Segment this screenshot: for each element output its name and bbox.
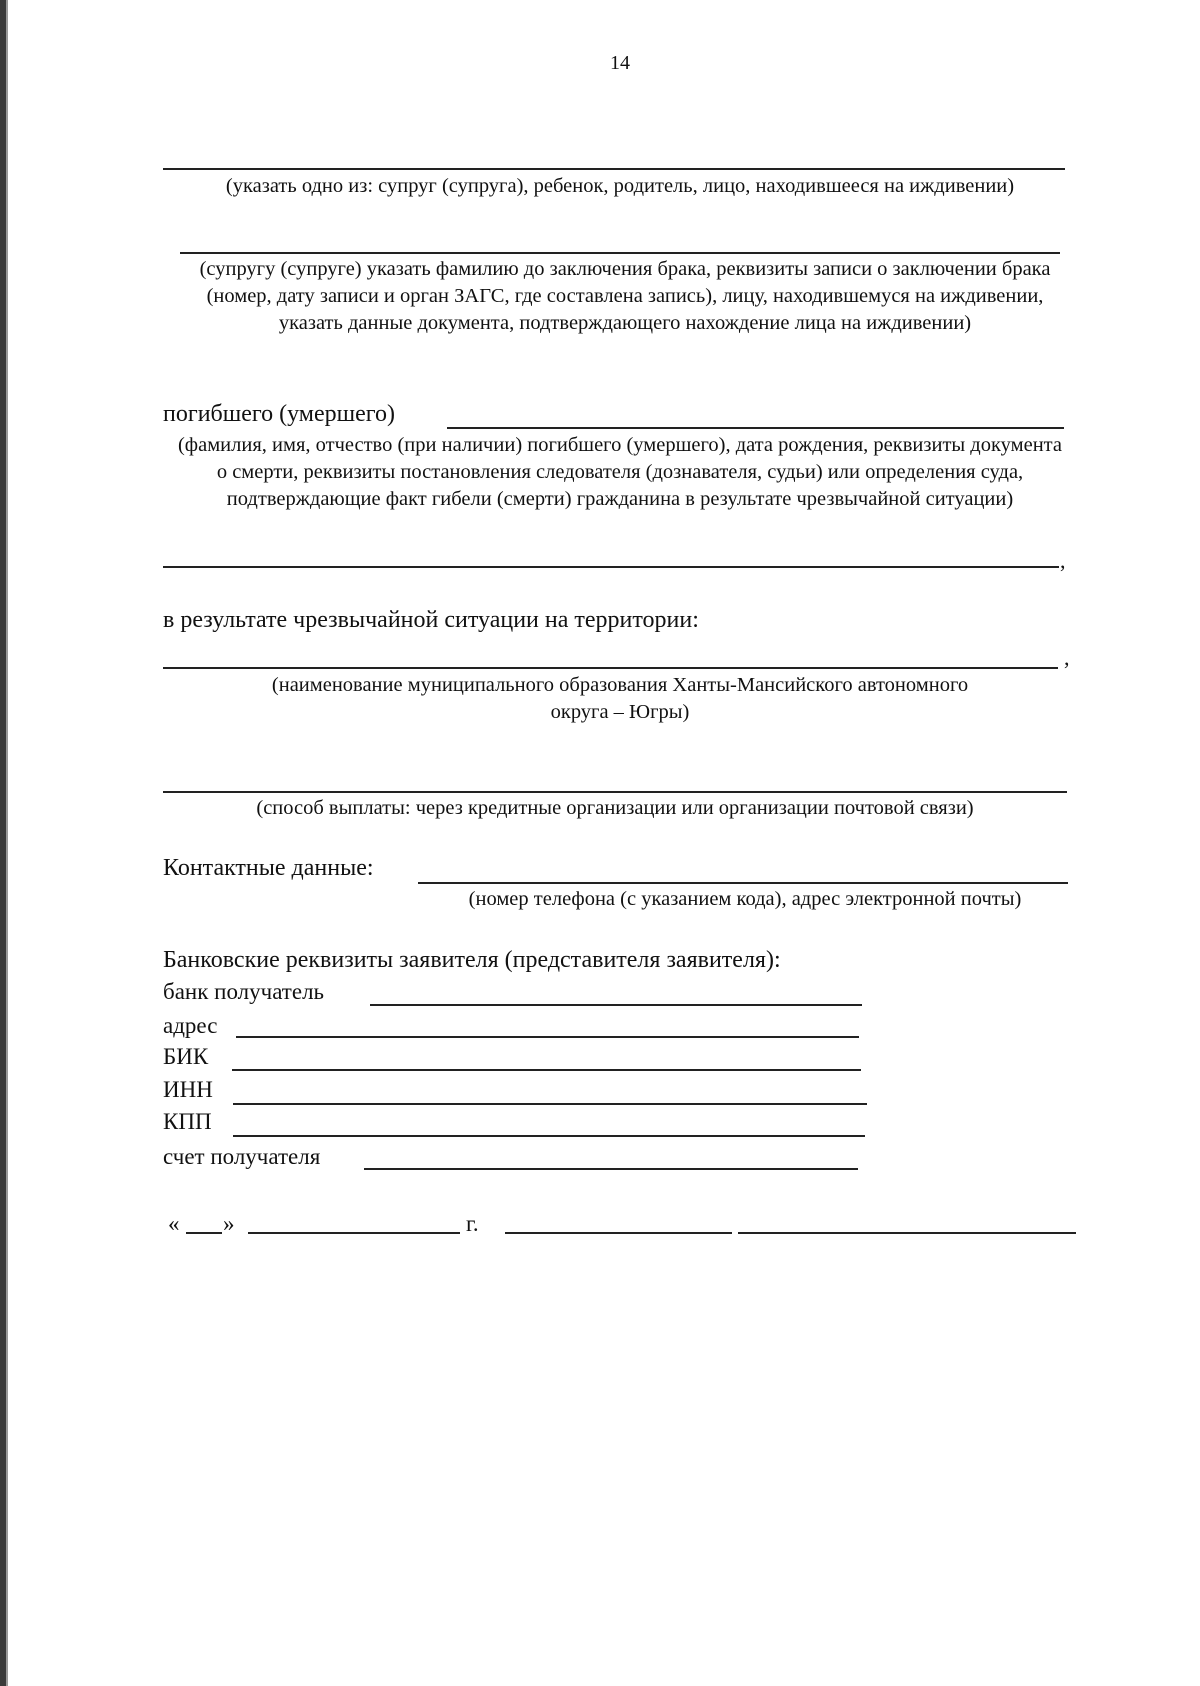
contacts-line[interactable] [418,882,1068,884]
date-open-quote: « [168,1211,180,1236]
deceased-extra-line[interactable] [163,566,1059,568]
year-suffix: г. [466,1211,479,1236]
municipality-line[interactable] [163,667,1058,669]
scan-edge-shadow [6,0,8,1686]
deceased-details-caption: (фамилия, имя, отчество (при наличии) погибшего (умершего), дата рождения, реквизиты документа о смерти, реквизиты постановления следователя (дознавателя, судьи) или определения суда, подтверждающие факт гибели (смерти) гражданина в результате чрезвычайной ситуации) [177,434,1062,510]
payment-method-line[interactable] [163,791,1067,793]
contacts-caption: (номер телефона (с указанием кода), адрес электронной почты) [468,888,1022,910]
deceased-line[interactable] [447,427,1064,429]
bank-field-label: ИНН [163,1077,213,1102]
bank-field-label: счет получателя [163,1144,321,1169]
bank-field-label: КПП [163,1109,212,1134]
page-number: 14 [610,52,630,74]
day-line[interactable] [186,1232,222,1234]
kpp-line[interactable] [233,1135,865,1137]
month-line[interactable] [248,1232,460,1234]
municipality-caption: (наименование муниципального образования Ханты-Мансийского автономного округа – Югры) [271,674,969,723]
relation-line[interactable] [163,168,1065,170]
signature-line[interactable] [505,1232,732,1234]
bank-field-label: банк получатель [163,979,325,1004]
deceased-label: погибшего (умершего) [163,401,396,427]
inn-line[interactable] [233,1103,867,1105]
date-close-quote: » [223,1211,235,1236]
emergency-label: в результате чрезвычайной ситуации на территории: [163,607,699,633]
bik-line[interactable] [232,1069,861,1071]
bank-address-line[interactable] [236,1036,859,1038]
relation-caption: (указать одно из: супруг (супруга), ребенок, родитель, лицо, находившееся на иждивении) [225,175,1015,197]
bank-field-label: адрес [163,1013,218,1038]
bank-heading: Банковские реквизиты заявителя (представителя заявителя): [163,947,781,973]
spouse-details-line[interactable] [180,252,1060,254]
bank-name-line[interactable] [370,1004,862,1006]
bank-field-label: БИК [163,1044,209,1069]
comma: , [1060,548,1066,573]
comma: , [1064,645,1070,670]
contacts-label: Контактные данные: [163,855,374,881]
account-line[interactable] [364,1168,858,1170]
spouse-details-caption: (супругу (супруге) указать фамилию до заключения брака, реквизиты записи о заключении брака (номер, дату записи и орган ЗАГС, где составлена запись), лицу, находившемуся на иждивении, указать данные документа, подтверждающего нахождение лица на иждивении) [199,258,1051,334]
name-line[interactable] [738,1232,1076,1234]
payment-method-caption: (способ выплаты: через кредитные организации или организации почтовой связи) [256,797,974,819]
